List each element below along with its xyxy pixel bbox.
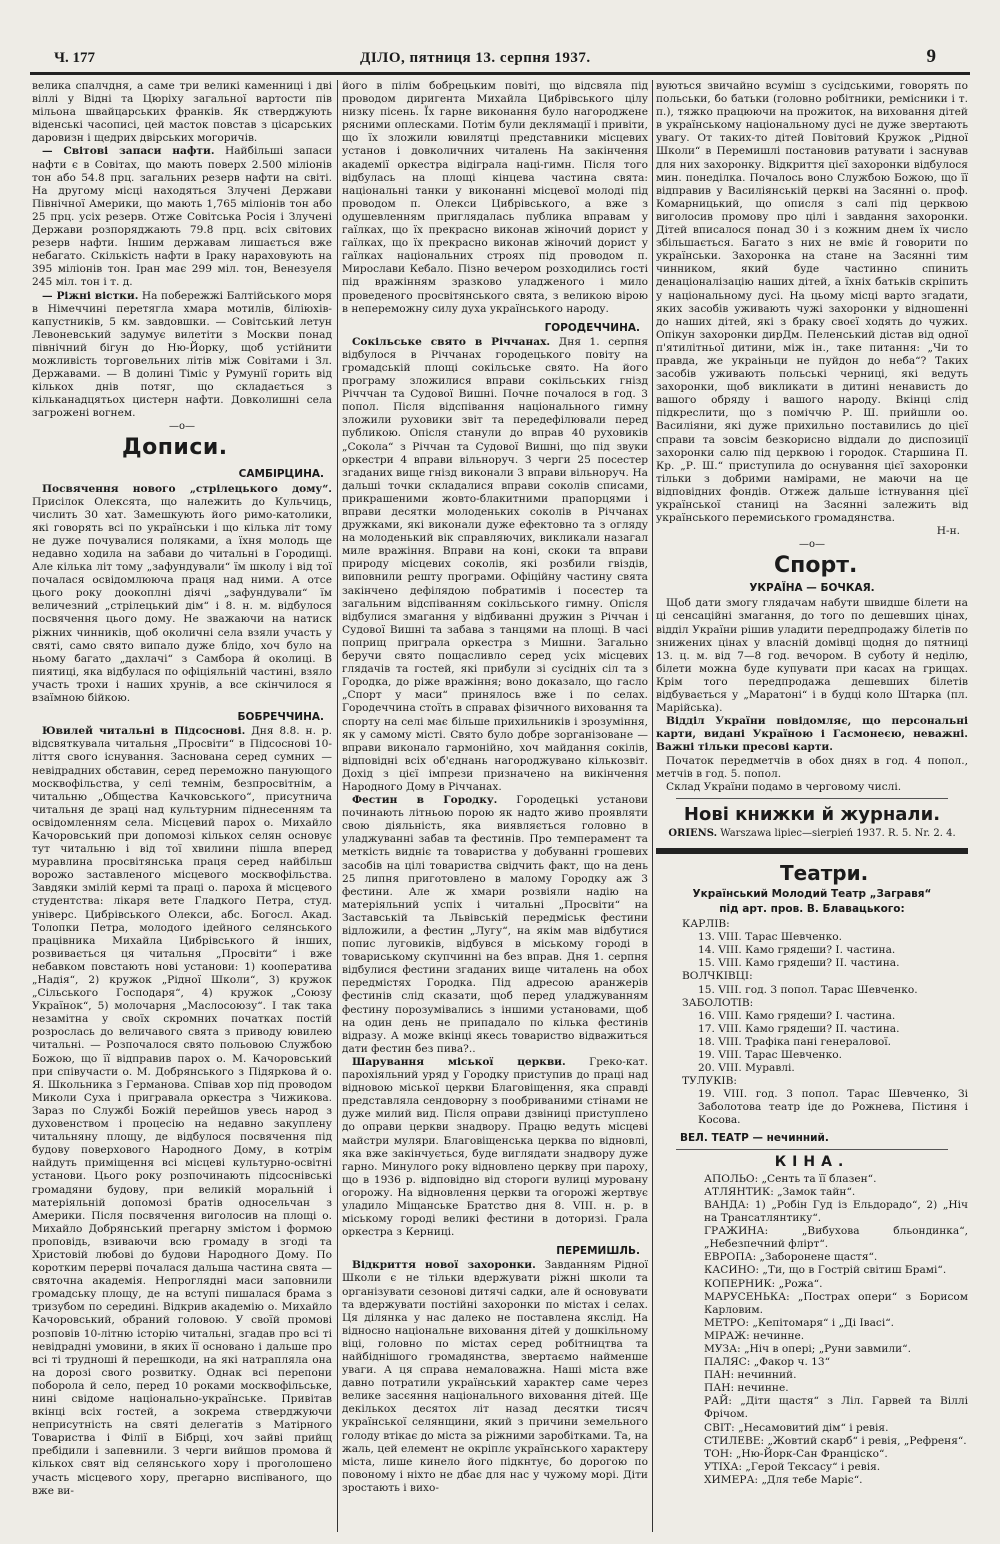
- cinema-item: СВІТ: „Несамовитий дім“ і ревія.: [704, 1421, 889, 1434]
- paragraph-text: Завданням Рідної Школи є не тільки вдержувати ріжні школи та організувати сезонові дитячі садки, але й основувати та вдержувати постійні захоронки по містах і селах. Ця ділянка у нас далеко не поставлена якслід. На відносно національне виховання дітей у дошкільному віці, головно по містах серед робітництва та найбіднішого громадянства, звертаємо найменше уваги. А ця справа немаловажна. Наші міста вже давно потратили український характер саме через велике засєяння національного виховання дітей. Ще декількох десятох літ назад десятки тисяч української селянщини, який з причини земельного голоду втікає до міста за ріжними заробітками. Та, на жаль, цей елемент не окріплє українського характеру міста, лише кинело його підкнтує, бо дорогою по повоному і ніхто не дбає для нас у чужому морі. Діти зростають і вихо-: [342, 1259, 648, 1494]
- article-paragraph: [342, 794, 648, 1056]
- article-paragraph: Склад України подамо в черговому числі.: [666, 780, 902, 793]
- cinema-item: КОПЕРНИК: „Рожа“.: [704, 1277, 823, 1290]
- article-paragraph: [32, 725, 332, 1498]
- schedule-item: 18. VIII. Трафіка пані генералової.: [698, 1035, 891, 1048]
- article-paragraph: Щоб дати змогу глядачам набути швидше білети на ці сенсаційні змагання, до того по дешевших цінах, відділ України рішив уладити передпродажу білетів по знижених цінах у власній домівці щодня до пятниці 13. ц. м. від 7—8 год. вечором. В суботу й неділю, білети можна буде купувати при касах на грищах. Крім того передпродажа дешевших білетів відбувається у „Маратоні“ і в будці коло Штарка (пл. Марійська).: [656, 597, 968, 715]
- schedule-item: 19. VIII. год. 3 попол. Тарас Шевченко, Зі Заболотова театр іде до Рожнева, Пістиня і Косова.: [698, 1088, 968, 1127]
- cinema-item: ВАНДА: 1) „Робін Гуд із Ельдорадо“, 2) „Ніч на Трансатлянтику“.: [704, 1198, 968, 1225]
- paragraph-text: Присілок Олексята, що належить до Кульчиць, числить 30 хат. Замешкують його римо-католики, які говорять всі по українськи і що кілька літ тому не дуже почувалися поляками, а їхня молодь ще недавно ходила на забави до читальні в Городищі. Але кілька літ тому „зафундували“ їм школу і від тої почалася освідомлююча праця над ними. А отсе цього року доокоплні діячі „зафундували“ їм величезний „стрілецький дім“ і 8. н. м. відбулося посвячення цього дому. Не зважаючи на натиск ріжних чинників, щоб околичні села взяли участь у святі, само свято випало дуже блідо, хоч було на ньому багато „дахлачі“ з Самбора й околиці. В пиятиці, яка відбулася по офіціяльній частині, взяло участь трохи і наших хрунів, а все скінчилося я взаїмною бійкою.: [32, 495, 332, 705]
- column-1: [32, 80, 332, 1532]
- column-divider: [652, 80, 653, 1532]
- column-2: [342, 80, 648, 1532]
- place-heading: БОБРЕЧЧИНА.: [237, 711, 324, 724]
- town-schedule: [656, 1088, 968, 1127]
- paragraph-lead: Посвячення нового „стрілецького дому“.: [42, 482, 332, 495]
- schedule-item: 15. VIII. Камо грядеши? II. частина.: [698, 957, 900, 970]
- place-heading: ГОРОДЕЧЧИНА.: [544, 321, 640, 334]
- thick-divider: [656, 848, 968, 854]
- article-paragraph: велика спалчдня, а саме три великі каменниці і дві віллі у Відні та Цюріху загальної вартости пів мільона швайцарських франків. Як стверджують віденські часописі, цей масток повстав з цісарських даровизн і щедрих двірських могоричів.: [32, 80, 332, 145]
- masthead-title: ДІЛО, пятниця 13. серпня 1937.: [360, 50, 591, 66]
- section-title: Дописи.: [122, 435, 228, 461]
- cinema-item: ПАН: нечинний.: [704, 1369, 797, 1382]
- paragraph-lead: Фестин в Городку.: [352, 794, 498, 807]
- article-paragraph: [342, 1056, 648, 1239]
- cinema-item: КАСИНО: „Ти, що в Гострій світиш Брамі“.: [704, 1264, 947, 1277]
- cinema-item: МІРАЖ: нечинне.: [704, 1329, 805, 1342]
- cinema-item: ПАЛЯС: „Факор ч. 13“: [704, 1356, 831, 1369]
- article-paragraph: [32, 145, 332, 289]
- article-paragraph: [32, 290, 332, 421]
- town-name: ТУЛУКІВ:: [682, 1075, 737, 1088]
- paragraph-text: Греко-кат. парохіяльний уряд у Городку приступив до праці над відновою міської церкви Благовіщення, яка справді представляла сендоворну з пообриваними стінами не дуже милий вид. Після оправи дзвіниці приступлено до оправи церкви знадвору. Працю ведуть місцеві майстри муляри. Благовіщенська церква по відновлі, яка вже закінчується, буде виглядати знадвору дуже гарно. Минулого року відновлено церкву при пароху, що в 1936 р. відповідно від стороги вулиці муровану огорожу. На відновлення церкви та огорожі жертвує уладило Міщанське Братство дня 8. VIII. н. р. в міському городі великі фестини в доторизі. Грала оркестра з Керниці.: [342, 1055, 648, 1239]
- paragraph-lead: Шарування міської церкви.: [352, 1055, 566, 1068]
- paragraph-text: Дня 1. серпня відбулося в Річчанах городецького повіту на громадській площі сокільське свято. На його програму зложилися вправи сокільських гнізд Річччан та Судової Вишні. Почне почалося в год. 3 попол. Після відспівання національного гимну зложили руховики звіт та передефілювали перед публикою. Опісля станули до вправ 40 руховиків „Сокола“ з Річчан та Судової Вишні, що під звуки оркестри 4 вправи вільноруч. З черги 25 посестер згаданих вище гнізд виконали 3 вправи вільноруч. На дальші точки складалися вправи соколів списами, прикрашеними жовто-блакитними прапорцями і вправи десятки молоденьких соколів в Річчанах дружками, які виконали дуже ефектовно та з огляду на молоденький вік справляючих, викликали назагал миле вражіння. Вправи на коні, скоки та вправи природу місцевих соколів, які розбили гвіздів, виповнили решту програми. Офіційну частину свята закінчено дефілядою побратимів і посестер та загальним відспіванням сокільського гимну. Опісля відбулися змагання у відбиванні дружин з Річчан і Судової Вишні та забава з танцями на площі. В часі поприщ приграла оркестра з Мишни. Загально беручи свято пощасливло серед усіх місцевих глядачів та гостей, які прибули зі сусідніх сіл та з Городка, до ріже вражіння; воно доказало, що гасло „Спорт у маси“ принялось вже і по селах. Городеччина стоїть в справах фізичного виховання та спорту на селі має більше прихильників і зрозуміння, як у самому місті. Свято було добре зорганізоване — вправи виконало гармонійно, хоч майдання сокілів, відповідні всіх об'єднань нагороджувано кількозвіт. Дохід з цієї імпрези призначено на викінчення Народного Дому в Річчанах.: [342, 335, 648, 793]
- theatre-subheading: під арт. пров. В. Блавацького:: [719, 902, 905, 915]
- article-paragraph: його в пілім бобрецьким повіті, що відсвяла під проводом диригента Михайла Цибрівського цілу низку пісень. Їх гарне виконання було нагороджене рясними оплесками. Потім були деклямації і привіти, що їх зложили ювилятці представники місцевих установ і довколичних читалень На закінчення академії оркестра відіграла наці-гимн. Після того відбулась на площі кінцева частина свята: національні танки у виконанні місцевої молоді під проводом п. Олекси Цибрівського, а вже з одушевленням приглядалась публика вправам у гаїлках, що їх прекрасно виконав жіночий дорист у гаїлках, що їх прекрасно виконав жіночий дорист у гаїлках національних строях під проводом п. Мирослави Кебало. Пізно вечером розходились гості під вражінням зразково уладженого і мило проведеного просвітянського свята, з великою вірою в непереможну силу духа українського народу.: [342, 80, 648, 315]
- cinema-item: РАЙ: „Діти щастя“ з Ліл. Гарвей та Віллі Фрічом.: [704, 1395, 968, 1421]
- paragraph-text: На побережжі Балтійського моря в Німеччині перетягла хмара мотилів, біліюхів-капустників, 5 км. завдовшки. — Совітський летун Левоневський задумує вилетіти з Москви понад північний бігун до Ню-Йорку, щоб устійнити можливість торговельних літів між Совітами і Зл. Державами. — В долині Тіміс у Румунії горить від кількох днів потяг, що складається з кільканадцятьох цистерн нафти. Довколишні села загрожені вогнем.: [32, 289, 332, 420]
- paragraph-text: Городецькі установи починають літньою порою як надто живо проявляти свою діяльність, яка виявляється головно в уладжуванні забав та фестинів. Про темперамент та меткість видніє та товариства у добуванні грошевих засобів на цілі товариства свідчить факт, що на день 25 липня приготовлено в малому Городку аж 3 фестини. Але ж хмари розвіяли надію на матеріяльний успіх і читальні „Просвіти“ на Заставській та Львівській передміськ фестини відложили, а фестин „Лугу“, на якім мав відбутися попис луговиків, відбувся в міському городі в товариському скупчинні на без вправ. Дня 1. серпня відбулися фестини згаданих вище читалень на обох передмістях Городка. Під адресою аранжерів фестинів слід сказати, щоб перед уладжуванням фестину порозумівались з іншими установами, щоб на один день не припадало по кілька фестинів відразу. А може вкінці якесь товариство відважиться дати фестин без пива?..: [342, 794, 648, 1055]
- schedule-item: 19. VIII. Тарас Шевченко.: [698, 1049, 842, 1061]
- paragraph-lead: Сокільське свято в Річчанах.: [352, 335, 551, 348]
- column-3: [656, 80, 968, 1532]
- cinema-item: АПОЛЬО: „Сенть та її блазен“.: [704, 1172, 877, 1185]
- sport-section-title: Спорт.: [774, 553, 858, 579]
- theatre-schedule: [656, 918, 968, 1128]
- separator: —o—: [168, 421, 196, 433]
- paragraph-lead: Ювилей читальні в Підсоснові.: [42, 725, 246, 738]
- paragraph-text: Найбільші запаси нафти є в Совітах, що мають поверх 2.500 міліонів тон або 54.8 прц. загальних резерв нафти на світі. На другому місці находяться Злучені Держави Північної Америки, що мають 1,765 міліонів тон або 25 прц. усіх резерв. Отже Совітська Росія і Злучені Держави розпоряджають 79.8 прц. всіх світових резерв нафти. Іншим державам лишається вже небагато. Скількість нафти в Іраку нараховують на 395 міліонів тон. Іран має 299 міл. тон, Венезуеля 245 міл. тон і т. д.: [32, 145, 332, 289]
- schedule-item: 20. VIII. Муравлі.: [698, 1062, 795, 1075]
- theatre-subheading: Український Молодий Театр „Загравя“: [692, 887, 932, 900]
- article-paragraph: [342, 336, 648, 794]
- schedule-item: 17. VIII. Камо грядеши? II. частина.: [698, 1022, 900, 1035]
- column-divider: [337, 80, 338, 1532]
- town-name: ЗАБОЛОТІВ:: [682, 996, 754, 1009]
- cinema-item: ТОН: „Ню-Йорк-Сан Франціско“.: [704, 1447, 888, 1460]
- place-heading: САМБІРЦИНА.: [238, 468, 324, 481]
- town-schedule: [656, 1010, 968, 1075]
- article-paragraph: Початок передметчів в обох днях в год. 4 попол., метчів в год. 5. попол.: [656, 754, 968, 780]
- town-schedule: [656, 984, 968, 997]
- paragraph-lead: — Світові запаси нафти.: [42, 145, 215, 158]
- page-number: 9: [926, 46, 936, 67]
- issue-number: Ч. 177: [54, 50, 96, 66]
- article-paragraph: [342, 1259, 648, 1495]
- cinema-item: ГРАЖИНА: „Вибухова бльондинка“, „Небезпечний флірт“.: [704, 1225, 968, 1251]
- cinema-item: ХИМЕРА: „Для тебе Маріє“.: [704, 1473, 863, 1486]
- cinema-item: ПАН: нечинне.: [704, 1382, 789, 1395]
- paragraph-text: Дня 8.8. н. р. відсвяткувала читальня „Просвіти“ в Підсоснові 10-ліття свого існування. Заснована серед сумних — невідрадних обставин, серед переможно панующого москвофільства, у селі темнім, безпросвітнім, а читальню „Общества Качковського“, присутнича читальня де зраці над культурним піднесенням та освідомленням села. Місцевий парох о. Михайло Качоровський при допомозі кількох селян основує тут читальню і від тої хвилини пішла вперед муравлина просвітянська праця серед найбільш ворожо заставленого місцевого москвофільства. Завдяки змілій кермі та праці о. пароха й місцевого студентства: лікаря вете Гладкого Петра, студ. універс. Цибрівського Олекси, абс. Богосл. Акад. Толопки Петра, молодого ідейного селянського працівника Михайла Цибрівського й інших, розвивається ця читальня „Просвіти“ і вже небавком повстають нові установи: 1) кооператива „Надія“, 2) кружок „Рідної Школи“, 3) кружок „Сільського Господаря“, 4) кружок „Союзу Українок“, 5) молочарня „Маслосоюзу“. І так така незамітна у своїх скромних початках постій розрослась до величавого свята з приводу ювилею читальні. — Розпочалося свято польовою Службою Божою, що її відправив парох о. М. Качоровський при співучасти о. М. Добрянського з Підяркова й о. Я. Школьника з Германова. Співав хор під проводом Миколи Суха і пригравала оркестра з Чижикова. Зараз по Службі Божій перейшов увесь народ з духовенством і процесію на недавно закуплену читальняну площу, де відбулося посвячення під будову поверхового Народного Дому, в котрім найдуть приміщення всі місцеві культурно-освітні установи. Цього року розпочинають підсоснівські громадяни будову, при великій моральній і матеріяльній допомозі братів односельчан з Америки. Після посвячення виголосив на площі о. Михайло Добрянський прегарну змістом і формою проповідь, взиваючи всю громаду в згоді та Христовій любові до будови Народного Дому. По коротким перерві почалася дальша частина свята — святочна академія. Непроглядні маси заповнили громадську площу, де на вступі пишалася брама з тризубом по середині. Відкрив академію о. Михайло Качоровський, обраний головою. У своїй промові розповів 10-літню історію читальні, згадав про всі ті невідрадні умовини, в яких її основано і дальше про всі ті трудноші й перешкоди, на які натрапляла она на дорозі свого розвитку. Однак всі перепони поборола й село, перед 10 роками москвофільське, нині свідоме національно-українське. Привітав вкінці всіх гостей, а зокрема стверджуючи неприсутність на святі делегатів з Матірного Товариства і Філії в Бібрці, хоч зайві прийщ пребідили і запевнили. З черги вийшов промова й кількох свят від селянського хору і проголошено участь місцевого хору, прегарно виспіваного, що вже ви-: [32, 725, 332, 1497]
- schedule-item: 13. VIII. Тарас Шевченко.: [698, 931, 842, 944]
- big-theatre-status: ВЕЛ. ТЕАТР — нечинний.: [680, 1131, 829, 1144]
- cinema-list: [656, 1173, 968, 1487]
- author-signature: Н-н.: [936, 525, 960, 538]
- town-name: КАРЛІВ:: [682, 918, 730, 931]
- cinema-item: ЕВРОПА: „Заборонене щастя“.: [704, 1251, 878, 1264]
- schedule-item: 15. VIII. год. 3 попол. Тарас Шевченко.: [698, 983, 918, 996]
- cinema-item: МУЗА: „Ніч в опері; „Руни завмили“.: [704, 1342, 911, 1355]
- cinema-item: УТІХА: „Герой Тексасу“ і ревія.: [704, 1460, 881, 1473]
- paragraph-lead: — Ріжні вістки.: [42, 289, 139, 302]
- masthead: [30, 46, 970, 75]
- books-entry-text: Warszawa lipiec—sierpień 1937. R. 5. Nr. 2. 4.: [717, 827, 956, 839]
- cinema-section-title: КІНА.: [774, 1153, 850, 1170]
- theatre-section-title: Театри.: [780, 860, 869, 885]
- separator: —o—: [798, 539, 826, 551]
- cinema-item: МАРУСЕНЬКА: „Пострах опери“ з Борисом Карловим.: [704, 1290, 968, 1316]
- books-entry-title: ORIENS.: [668, 827, 718, 839]
- cinema-item: МЕТРО: „Кепітомаря“ і „Ді Івасі“.: [704, 1316, 895, 1329]
- place-heading: ПЕРЕМИШЛЬ.: [556, 1245, 640, 1258]
- books-section-title: Нові книжки й журнали.: [683, 803, 941, 825]
- town-schedule: [656, 931, 968, 970]
- sport-subheading: УКРАЇНА — БОЧКАЯ.: [749, 582, 875, 595]
- article-paragraph: вуються звичайно всуміш з сусідськими, говорять по польськи, бо батьки (головно робітники, ремісники і т. п.), тяжко працюючи на прожиток, на виховання дітей в українському національному дусі не дуже звертають увагу. От таких-то дітей Повітовий Кружок „Рідної Школи“ в Перемишлі постановив ратувати і заснував для них захоронку. Відкриття цієї захоронки відбулося мин. понеділка. Почалось воно Службою Божою, що її відправив у Василіянській церкві на Засянні о. проф. Комарницький, що описля з салі під церквою виголосив промову про цілі і завдання захоронки. Дітей вписалося понад 30 і з кожним днем їх число збільшається. Багато з них не вміє й говорити по українськи. Захоронка на стане на Засянні тим чинником, який буде частинно спинить денаціоналізацію наших дітей, а їхніх батьків скріпить у національному дусі. На цьому місці варто згадати, яких засобів уживають чужі захоронки у відношенні до наших дітей, які з браку своєї ходять до чужих. Опікун захоронки дирДм. Пеленський дістав від одної п'ятилітньої дитини, між ін., таке питання: „Чи то правда, же украіньци не пуйдон до неба“? Таких засобів уживають польські черниці, які ведуть захоронки, щоб викликати в дитині ненависть до вашого обряду і вашого народу. Вкінці слід підкреслити, що з поміччю Р. Ш. прийшли оо. Василіяни, які дуже прихильно поставились до цієї справи та зовсім безкорисно віддали до диспозиції захоронки салю під церквою і городок. Старшина П. Кр. „Р. Ш.“ приступила до оснування цієї захоронки тільки з добрими намірами, не маючи на це відповідних фондів. Отжеж дальше істнування цієї української станиці на Засянні залежить від українського перемиського громадянства.: [656, 80, 968, 525]
- schedule-item: 16. VIII. Камо грядеши? I. частина.: [698, 1009, 896, 1022]
- article-paragraph: [32, 483, 332, 706]
- divider: [676, 798, 948, 799]
- divider: [676, 1149, 948, 1150]
- cinema-item: АТЛЯНТИК: „Замок тайн“.: [704, 1185, 856, 1198]
- cinema-item: СТИЛЕВЕ: „Жовтий скарб“ і ревія, „Рефреня“.: [704, 1434, 967, 1447]
- schedule-item: 14. VIII. Камо грядеши? I. частина.: [698, 944, 896, 957]
- books-entry: [656, 827, 968, 840]
- article-paragraph-bold: Відділ України повідомляє, що персональні карти, видані Україною і Гасмонеєю, неважні. Важні тільки пресові карти.: [656, 715, 968, 754]
- paragraph-lead: Відкриття нової захоронки.: [352, 1259, 536, 1272]
- town-name: ВОЛЧКІВЦІ:: [682, 970, 753, 983]
